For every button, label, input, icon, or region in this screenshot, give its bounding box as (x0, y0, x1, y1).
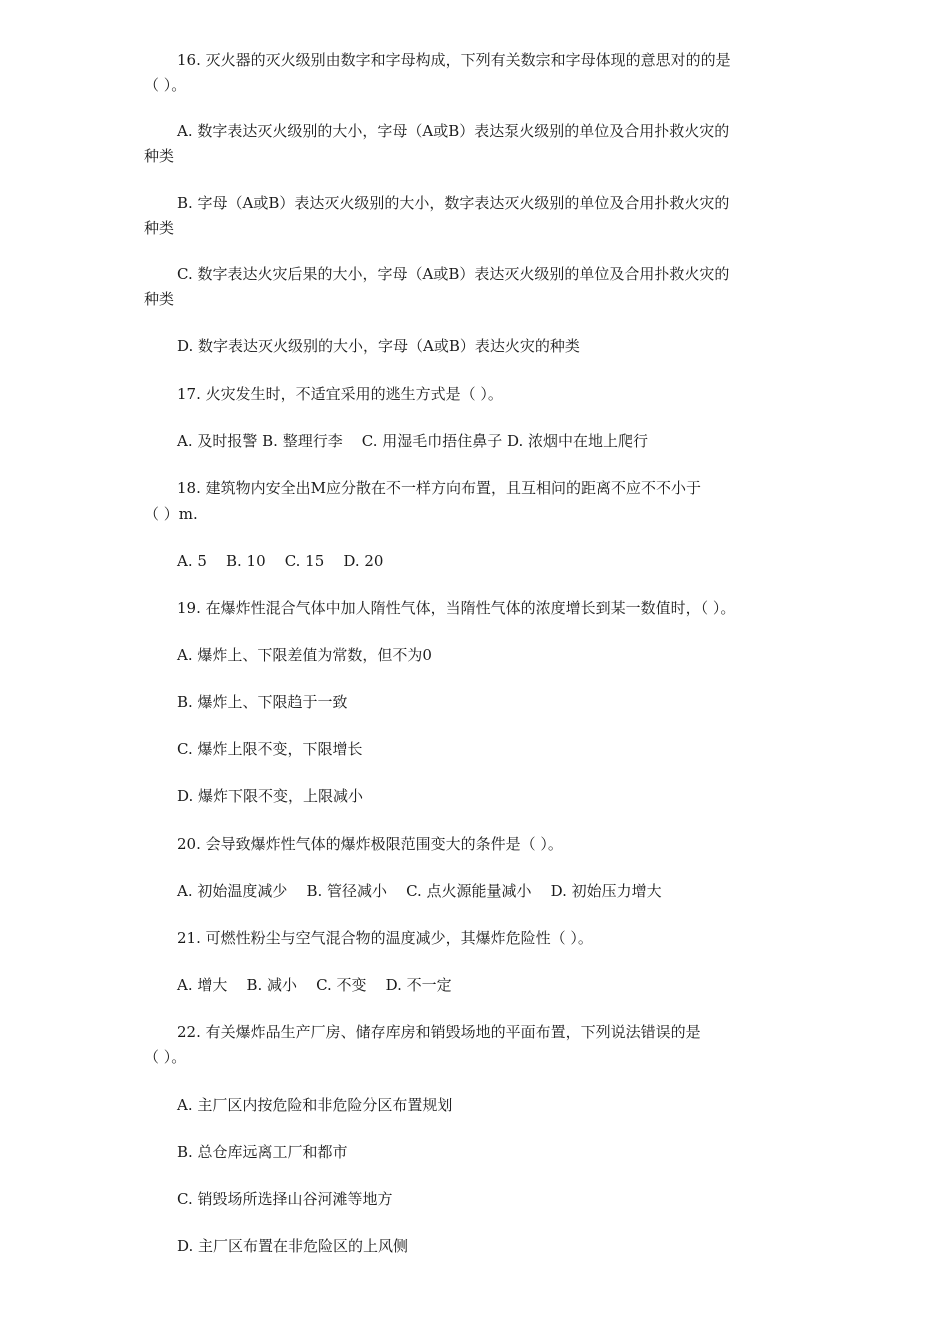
question-21-options: A. 增大 B. 减小 C. 不变 D. 不一定 (177, 976, 452, 994)
question-18-options: A. 5 B. 10 C. 15 D. 20 (177, 552, 384, 570)
question-16-option-b-line-2: 种类 (144, 219, 175, 237)
question-16-option-c-line-2: 种类 (144, 290, 175, 308)
question-16-option-a-line-2: 种类 (144, 147, 175, 165)
question-19-option-a: A. 爆炸上、下限差值为常数，但不为0 (177, 646, 432, 664)
question-17-options: A. 及时报警 B. 整理行李 C. 用湿毛巾捂住鼻子 D. 浓烟中在地上爬行 (177, 432, 649, 450)
question-22-option-c: C. 销毁场所选择山谷河滩等地方 (177, 1190, 393, 1208)
question-20-options: A. 初始温度减少 B. 管径减小 C. 点火源能量减小 D. 初始压力增大 (177, 882, 662, 900)
question-17-stem: 17. 火灾发生时，不适宜采用的逃生方式是（ ）。 (177, 385, 503, 403)
question-22-option-b: B. 总仓库远离工厂和都市 (177, 1143, 348, 1161)
question-18-stem-line-2: （ ）m. (144, 505, 198, 523)
question-21-stem: 21. 可燃性粉尘与空气混合物的温度减少，其爆炸危险性（ ）。 (177, 929, 593, 947)
question-22-stem-line-2: （ ）。 (144, 1048, 187, 1066)
question-20-stem: 20. 会导致爆炸性气体的爆炸极限范围变大的条件是（ ）。 (177, 835, 563, 853)
question-19-option-d: D. 爆炸下限不变，上限减小 (177, 787, 364, 805)
question-16-option-c-line-1: C. 数字表达火灾后果的大小，字母（A或B）表达灭火级别的单位及合用扑救火灾的 (177, 265, 730, 283)
question-16-option-a-line-1: A. 数字表达灭火级别的大小，字母（A或B）表达泵火级别的单位及合用扑救火灾的 (177, 122, 730, 140)
question-19-option-c: C. 爆炸上限不变，下限增长 (177, 740, 363, 758)
question-22-stem-line-1: 22. 有关爆炸品生产厂房、储存库房和销毁场地的平面布置，下列说法错误的是 (177, 1023, 701, 1041)
question-18-stem-line-1: 18. 建筑物内安全出M应分散在不一样方向布置，且互相问的距离不应不不小于 (177, 479, 701, 497)
question-16-option-b-line-1: B. 字母（A或B）表达灭火级别的大小，数字表达灭火级别的单位及合用扑救火灾的 (177, 194, 730, 212)
question-22-option-a: A. 主厂区内按危险和非危险分区布置规划 (177, 1096, 453, 1114)
question-19-stem: 19. 在爆炸性混合气体中加人隋性气体，当隋性气体的浓度增长到某一数值时，（ ）。 (177, 599, 736, 617)
question-16-option-d: D. 数字表达灭火级别的大小，字母（A或B）表达火灾的种类 (177, 337, 580, 355)
question-22-option-d: D. 主厂区布置在非危险区的上风侧 (177, 1237, 409, 1255)
question-16-stem-line-2: （ ）。 (144, 76, 187, 94)
question-16-stem-line-1: 16. 灭火器的灭火级别由数字和字母构成，下列有关数宗和字母体现的意思对的的是 (177, 51, 731, 69)
question-19-option-b: B. 爆炸上、下限趋于一致 (177, 693, 348, 711)
